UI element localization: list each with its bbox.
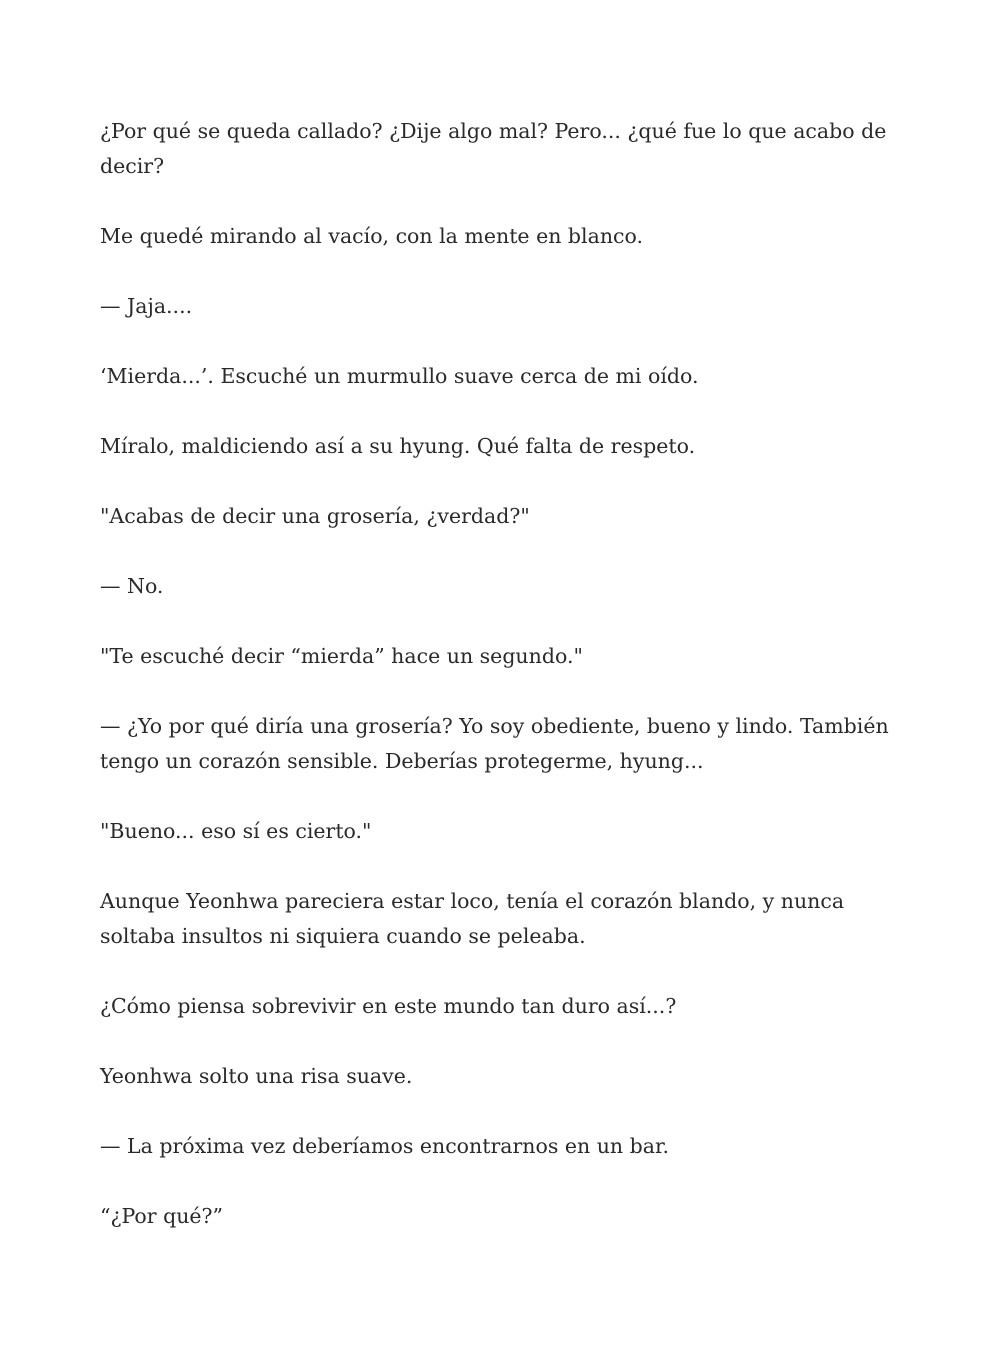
paragraph-2: Me quedé mirando al vacío, con la mente en blanco. bbox=[100, 224, 644, 248]
paragraph-14: — La próxima vez deberíamos encontrarnos en un bar. bbox=[100, 1134, 670, 1158]
paragraph-4: ‘Mierda...’. Escuché un murmullo suave cerca de mi oído. bbox=[100, 364, 699, 388]
document-page bbox=[100, 114, 905, 1269]
paragraph-5: Míralo, maldiciendo así a su hyung. Qué falta de respeto. bbox=[100, 434, 696, 458]
paragraph-7: — No. bbox=[100, 574, 164, 598]
paragraph-10: "Bueno... eso sí es cierto." bbox=[100, 819, 372, 843]
paragraph-3: — Jaja.... bbox=[100, 294, 193, 318]
paragraph-15: “¿Por qué?” bbox=[100, 1204, 224, 1228]
paragraph-8: "Te escuché decir “mierda” hace un segundo." bbox=[100, 644, 583, 668]
paragraph-9: — ¿Yo por qué diría una grosería? Yo soy obediente, bueno y lindo. También tengo un corazón sensible. Deberías protegerme, hyung... bbox=[100, 714, 889, 773]
paragraph-6: "Acabas de decir una grosería, ¿verdad?" bbox=[100, 504, 530, 528]
paragraph-13: Yeonhwa solto una risa suave. bbox=[100, 1064, 413, 1088]
paragraph-11: Aunque Yeonhwa pareciera estar loco, tenía el corazón blando, y nunca soltaba insultos ni siquiera cuando se peleaba. bbox=[100, 889, 845, 948]
paragraph-12: ¿Cómo piensa sobrevivir en este mundo tan duro así...? bbox=[100, 994, 677, 1018]
paragraph-1: ¿Por qué se queda callado? ¿Dije algo mal? Pero... ¿qué fue lo que acabo de decir? bbox=[100, 119, 887, 178]
